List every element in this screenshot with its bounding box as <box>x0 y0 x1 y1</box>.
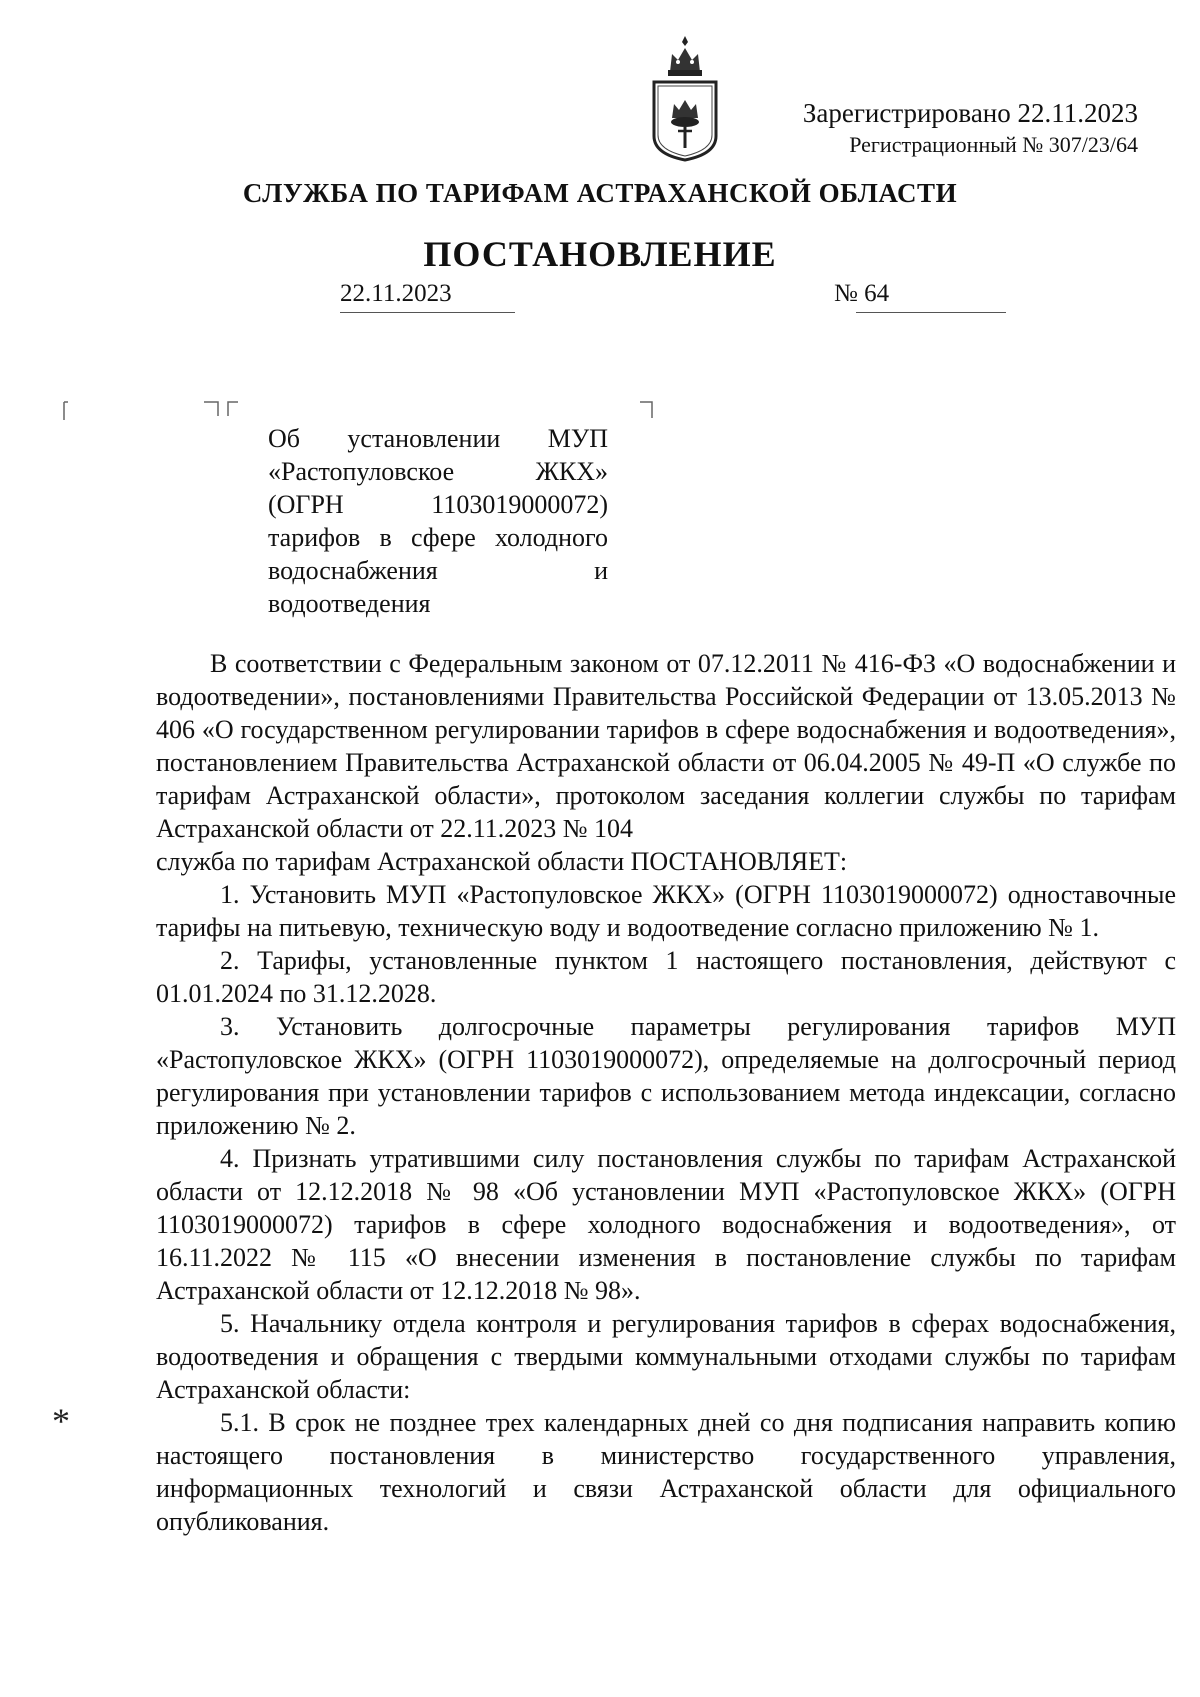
document-type-title: ПОСТАНОВЛЕНИЕ <box>423 234 777 274</box>
item-paragraph: 1. Установить МУП «Растопуловское ЖКХ» (ОГРН 1103019000072) одноставочные тарифы на питьевую, техническую воду и водоотведение согласно приложению № 1. <box>156 880 1176 942</box>
margin-asterisk-mark: * <box>52 1401 70 1441</box>
resolves-line: служба по тарифам Астраханской области ПОСТАНОВЛЯЕТ: <box>156 847 848 876</box>
coat-of-arms-emblem <box>648 32 722 162</box>
item-paragraph: 3. Установить долгосрочные параметры регулирования тарифов МУП «Растопуловское ЖКХ» (ОГРН 1103019000072), определяемые на долгосрочный период регулирования при установлении тарифов с использованием метода индексации, согласно приложению № 2. <box>156 1012 1176 1140</box>
number-underline <box>856 312 1006 313</box>
agency-name: СЛУЖБА ПО ТАРИФАМ АСТРАХАНСКОЙ ОБЛАСТИ <box>242 178 958 208</box>
item-paragraph: 5.1. В срок не позднее трех календарных дней со дня подписания направить копию настоящего постановления в министерство государственного управления, информационных технологий и связи Астраханской области для официального опубликования. <box>156 1408 1176 1536</box>
item-paragraph: 2. Тарифы, установленные пунктом 1 настоящего постановления, действуют с 01.01.2024 по 31.12.2028. <box>156 946 1176 1008</box>
document-number: № 64 <box>834 280 890 307</box>
preamble-paragraph: В соответствии с Федеральным законом от 07.12.2011 № 416-ФЗ «О водоснабжении и водоотведении», постановлениями Правительства Российской Федерации от 13.05.2013 № 406 «О государственном регулировании тарифов в сфере водоснабжения и водоотведения», постановлением Правительства Астраханской области от 06.04.2005 № 49-П «О службе по тарифам Астраханской области», протоколом заседания коллегии службы по тарифам Астраханской области от 22.11.2023 № 104 <box>156 649 1176 843</box>
registration-date: Зарегистрировано 22.11.2023 <box>802 98 1138 128</box>
registration-number: Регистрационный № 307/23/64 <box>849 132 1138 157</box>
document-subject: Об установлении МУП «Растопуловское ЖКХ» (ОГРН 1103019000072) тарифов в сфере холодного водоснабжения и водоотведения <box>268 424 608 618</box>
date-underline <box>340 312 515 313</box>
item-paragraph: 4. Признать утратившими силу постановления службы по тарифам Астраханской области от 12.12.2018 № 98 «Об установлении МУП «Растопуловское ЖКХ» (ОГРН 1103019000072) тарифов в сфере холодного водоснабжения и водоотведения», от 16.11.2022 № 115 «О внесении изменения в постановление службы по тарифам Астраханской области от 12.12.2018 № 98». <box>156 1144 1176 1305</box>
document-body <box>156 647 1176 1538</box>
document-date: 22.11.2023 <box>340 280 452 307</box>
item-paragraph: 5. Начальнику отдела контроля и регулирования тарифов в сферах водоснабжения, водоотведения и обращения с твердыми коммунальными отходами службы по тарифам Астраханской области: <box>156 1309 1176 1404</box>
subject-corner-marks <box>62 398 662 422</box>
